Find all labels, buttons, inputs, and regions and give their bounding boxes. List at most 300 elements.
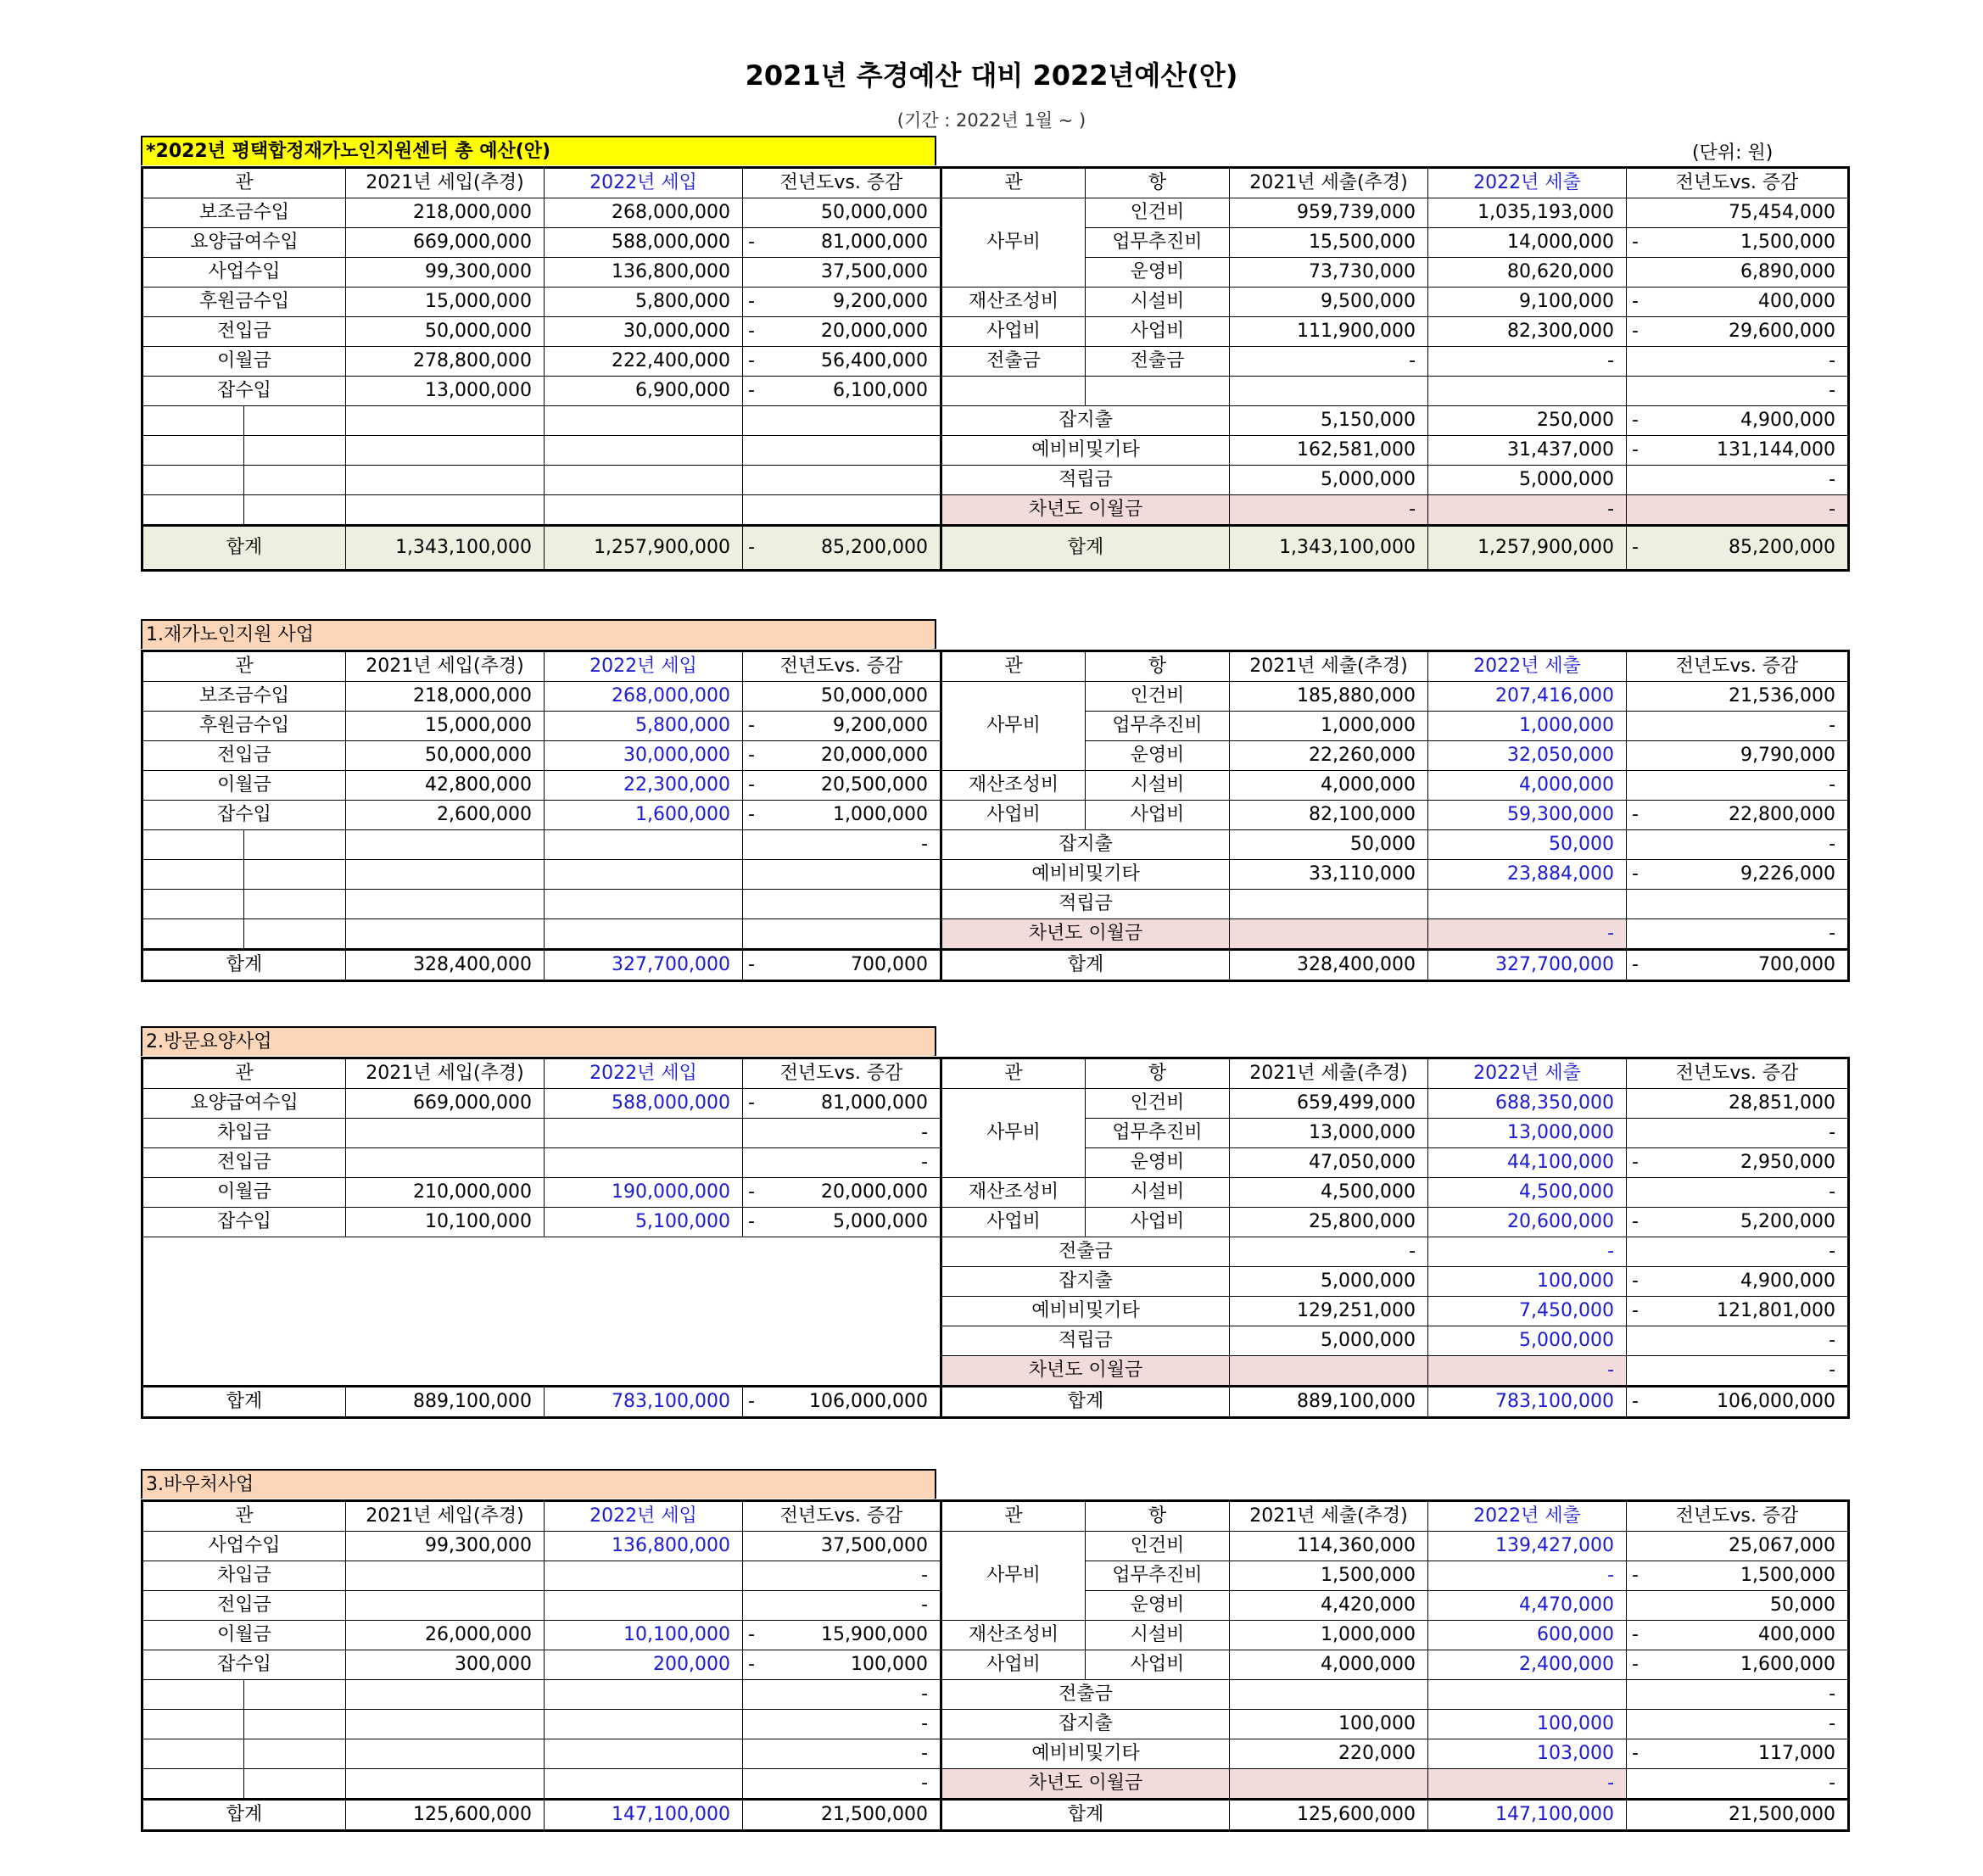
expense-hang: 사업비	[1086, 1650, 1230, 1680]
diff-value: 4,900,000	[1740, 410, 1836, 431]
table-row	[142, 1769, 1849, 1800]
revenue-item-label: 후원금수입	[142, 288, 346, 317]
revenue-2022	[545, 1561, 743, 1591]
total-expense-2022: 327,700,000	[1428, 950, 1627, 981]
negative-sign: -	[1632, 1152, 1639, 1173]
table-row	[142, 1680, 1849, 1710]
expense-2021	[1230, 890, 1428, 919]
diff-value: 400,000	[1758, 291, 1836, 312]
revenue-diff	[743, 198, 941, 228]
expense-item-label: 전출금	[941, 1680, 1230, 1710]
diff-value: 37,500,000	[821, 261, 929, 282]
revenue-diff	[743, 466, 941, 495]
expense-2022: 13,000,000	[1428, 1119, 1627, 1148]
diff-value: 117,000	[1758, 1743, 1836, 1764]
table-row	[142, 801, 1849, 830]
empty-cell	[142, 890, 244, 919]
expense-hang: 사업비	[1086, 1208, 1230, 1237]
expense-item-label: 차년도 이월금	[941, 1769, 1230, 1800]
table-row	[142, 377, 1849, 406]
expense-diff	[1627, 1561, 1849, 1591]
section-title-3: 3.바우처사업	[141, 1469, 936, 1499]
col-header-diff: 전년도vs. 증감	[1627, 1058, 1849, 1089]
expense-2021: 220,000	[1230, 1739, 1428, 1769]
revenue-diff	[743, 741, 941, 771]
expense-2021: -	[1230, 495, 1428, 526]
expense-2022: 23,884,000	[1428, 860, 1627, 890]
diff-value: -	[1829, 715, 1836, 736]
expense-item-label: 잡지출	[941, 830, 1230, 860]
diff-value: -	[921, 1594, 929, 1616]
revenue-2021: 50,000,000	[346, 741, 545, 771]
expense-hang: 전출금	[1086, 347, 1230, 377]
expense-diff	[1627, 1297, 1849, 1326]
expense-2021: 47,050,000	[1230, 1148, 1428, 1178]
expense-hang: 운영비	[1086, 1591, 1230, 1621]
revenue-item-label: 잡수입	[142, 1650, 346, 1680]
diff-value: 28,851,000	[1729, 1092, 1836, 1114]
diff-value: 6,100,000	[833, 380, 929, 401]
revenue-diff	[743, 771, 941, 801]
revenue-2022: 222,400,000	[545, 347, 743, 377]
total-revenue-diff	[743, 1800, 941, 1831]
expense-hang: 인건비	[1086, 198, 1230, 228]
diff-value: 4,900,000	[1740, 1270, 1836, 1292]
expense-2021: 959,739,000	[1230, 198, 1428, 228]
empty-cell	[142, 466, 244, 495]
empty-cell	[346, 436, 545, 466]
revenue-diff	[743, 801, 941, 830]
expense-2021: 50,000	[1230, 830, 1428, 860]
col-header-rev-2022: 2022년 세입	[545, 1501, 743, 1532]
expense-hang: 업무추진비	[1086, 228, 1230, 258]
expense-2022: 600,000	[1428, 1621, 1627, 1650]
expense-gwan: 사무비	[941, 198, 1086, 288]
empty-cell	[545, 466, 743, 495]
expense-hang: 업무추진비	[1086, 1119, 1230, 1148]
empty-cell	[142, 436, 244, 466]
empty-cell	[545, 406, 743, 436]
revenue-item-label: 이월금	[142, 347, 346, 377]
total-revenue-diff	[743, 950, 941, 981]
diff-value: -	[1829, 923, 1836, 944]
expense-2022: 14,000,000	[1428, 228, 1627, 258]
expense-diff	[1627, 860, 1849, 890]
diff-value: 29,600,000	[1729, 321, 1836, 342]
expense-gwan: 사업비	[941, 1208, 1086, 1237]
col-header-rev-2022: 2022년 세입	[545, 168, 743, 198]
revenue-diff	[743, 436, 941, 466]
diff-value: 9,200,000	[833, 715, 929, 736]
diff-value: -	[1829, 1241, 1836, 1262]
total-label: 합계	[142, 1800, 346, 1831]
expense-item-label: 예비비및기타	[941, 860, 1230, 890]
expense-2022: 7,450,000	[1428, 1297, 1627, 1326]
negative-sign: -	[748, 1181, 755, 1203]
expense-2022: 80,620,000	[1428, 258, 1627, 288]
expense-hang: 운영비	[1086, 741, 1230, 771]
expense-hang: 시설비	[1086, 771, 1230, 801]
expense-hang: 사업비	[1086, 801, 1230, 830]
revenue-diff	[743, 1650, 941, 1680]
negative-sign: -	[1632, 439, 1639, 461]
expense-2022: 103,000	[1428, 1739, 1627, 1769]
table-row	[142, 830, 1849, 860]
revenue-2022: 136,800,000	[545, 1532, 743, 1561]
dash: -	[921, 834, 929, 855]
expense-item-label: 차년도 이월금	[941, 495, 1230, 526]
negative-sign: -	[1632, 291, 1639, 312]
diff-value: 121,801,000	[1717, 1300, 1836, 1321]
total-label: 합계	[941, 1800, 1230, 1831]
expense-2022: 4,500,000	[1428, 1178, 1627, 1208]
expense-2021: 129,251,000	[1230, 1297, 1428, 1326]
total-expense-2021: 889,100,000	[1230, 1387, 1428, 1418]
revenue-2022: 588,000,000	[545, 1089, 743, 1119]
diff-value: 50,000,000	[821, 202, 929, 223]
empty-cell	[142, 495, 244, 526]
expense-gwan: 재산조성비	[941, 771, 1086, 801]
empty-cell	[244, 1739, 346, 1769]
expense-2021: 111,900,000	[1230, 317, 1428, 347]
total-expense-2021: 1,343,100,000	[1230, 526, 1428, 571]
diff-value: -	[1829, 350, 1836, 371]
empty-cell	[244, 1680, 346, 1710]
expense-2022: 250,000	[1428, 406, 1627, 436]
diff-value: 75,454,000	[1729, 202, 1836, 223]
total-label: 합계	[142, 1387, 346, 1418]
total-expense-2021: 328,400,000	[1230, 950, 1428, 981]
header-row	[142, 1501, 1849, 1532]
expense-2022: 688,350,000	[1428, 1089, 1627, 1119]
expense-hang: 시설비	[1086, 1178, 1230, 1208]
dash: -	[921, 1743, 929, 1764]
expense-2022: -	[1428, 1769, 1627, 1800]
expense-gwan: 재산조성비	[941, 1178, 1086, 1208]
expense-item-label: 적립금	[941, 466, 1230, 495]
table-row	[142, 1621, 1849, 1650]
empty-cell	[244, 406, 346, 436]
expense-item-label: 예비비및기타	[941, 436, 1230, 466]
expense-hang	[1086, 377, 1230, 406]
table-row	[142, 919, 1849, 950]
diff-value: 20,000,000	[821, 745, 929, 766]
col-header-exp-2021: 2021년 세출(추경)	[1230, 168, 1428, 198]
revenue-diff	[743, 1208, 941, 1237]
revenue-diff	[743, 1591, 941, 1621]
expense-item-label: 잡지출	[941, 406, 1230, 436]
diff-value: 100,000	[851, 1654, 929, 1675]
expense-diff	[1627, 495, 1849, 526]
table-row	[142, 890, 1849, 919]
expense-diff	[1627, 771, 1849, 801]
expense-diff	[1627, 317, 1849, 347]
negative-sign: -	[748, 1654, 755, 1675]
expense-2022	[1428, 1680, 1627, 1710]
revenue-diff	[743, 317, 941, 347]
col-header-gwan: 관	[142, 1501, 346, 1532]
revenue-2021: 99,300,000	[346, 1532, 545, 1561]
empty-cell	[244, 919, 346, 950]
diff-value: 21,500,000	[1729, 1804, 1836, 1825]
expense-diff	[1627, 1267, 1849, 1297]
expense-gwan: 사업비	[941, 1650, 1086, 1680]
diff-value: 50,000,000	[821, 685, 929, 706]
expense-diff	[1627, 406, 1849, 436]
expense-diff	[1627, 466, 1849, 495]
revenue-2022: 268,000,000	[545, 198, 743, 228]
expense-2021	[1230, 1680, 1428, 1710]
table-row	[142, 1237, 1849, 1267]
expense-2022: 207,416,000	[1428, 682, 1627, 712]
empty-cell	[545, 436, 743, 466]
col-header-rev-2021: 2021년 세입(추경)	[346, 1058, 545, 1089]
revenue-diff	[743, 1621, 941, 1650]
diff-value: -	[1829, 1683, 1836, 1705]
revenue-2021: 669,000,000	[346, 228, 545, 258]
total-expense-2022: 1,257,900,000	[1428, 526, 1627, 571]
expense-2022: 1,000,000	[1428, 712, 1627, 741]
revenue-2022: 588,000,000	[545, 228, 743, 258]
negative-sign: -	[1632, 1654, 1639, 1675]
table-row	[142, 860, 1849, 890]
table-row	[142, 1650, 1849, 1680]
empty-cell	[346, 1769, 545, 1800]
negative-sign: -	[748, 380, 755, 401]
expense-item-label: 차년도 이월금	[941, 1356, 1230, 1387]
empty-cell	[346, 406, 545, 436]
revenue-item-label: 차입금	[142, 1119, 346, 1148]
col-header-rev-2022: 2022년 세입	[545, 651, 743, 682]
table-row	[142, 466, 1849, 495]
expense-2021: 162,581,000	[1230, 436, 1428, 466]
expense-item-label: 적립금	[941, 890, 1230, 919]
negative-sign: -	[1632, 232, 1639, 253]
diff-value: 9,200,000	[833, 291, 929, 312]
revenue-2022: 5,800,000	[545, 712, 743, 741]
col-header-hang: 항	[1086, 1501, 1230, 1532]
diff-value: -	[1829, 380, 1836, 401]
empty-cell	[244, 1710, 346, 1739]
expense-hang: 운영비	[1086, 258, 1230, 288]
empty-cell	[244, 830, 346, 860]
revenue-diff	[743, 919, 941, 950]
col-header-diff: 전년도vs. 증감	[743, 1058, 941, 1089]
diff-value: 106,000,000	[809, 1391, 929, 1412]
expense-2022: -	[1428, 495, 1627, 526]
empty-cell	[244, 860, 346, 890]
revenue-2022: 1,600,000	[545, 801, 743, 830]
negative-sign: -	[1632, 1565, 1639, 1586]
header-row	[142, 168, 1849, 198]
expense-diff	[1627, 801, 1849, 830]
empty-cell	[545, 860, 743, 890]
expense-hang: 인건비	[1086, 1089, 1230, 1119]
empty-revenue-area	[142, 1237, 941, 1387]
total-expense-diff	[1627, 1800, 1849, 1831]
revenue-2021: 99,300,000	[346, 258, 545, 288]
expense-diff	[1627, 347, 1849, 377]
negative-sign: -	[1632, 1743, 1639, 1764]
col-header-rev-2022: 2022년 세입	[545, 1058, 743, 1089]
expense-diff	[1627, 1148, 1849, 1178]
expense-2021: 82,100,000	[1230, 801, 1428, 830]
diff-value: 56,400,000	[821, 350, 929, 371]
diff-value: -	[1829, 834, 1836, 855]
col-header-rev-2021: 2021년 세입(추경)	[346, 168, 545, 198]
expense-2021: 114,360,000	[1230, 1532, 1428, 1561]
expense-gwan: 사무비	[941, 1089, 1086, 1178]
empty-cell	[346, 495, 545, 526]
total-label: 합계	[142, 950, 346, 981]
expense-2021: 4,500,000	[1230, 1178, 1428, 1208]
expense-2022: 59,300,000	[1428, 801, 1627, 830]
table-row	[142, 1208, 1849, 1237]
expense-diff	[1627, 1208, 1849, 1237]
revenue-diff	[743, 377, 941, 406]
table-row	[142, 495, 1849, 526]
diff-value: 25,067,000	[1729, 1535, 1836, 1556]
col-header-rev-2021: 2021년 세입(추경)	[346, 651, 545, 682]
diff-value: 9,226,000	[1740, 863, 1836, 885]
empty-cell	[346, 860, 545, 890]
diff-value: -	[1829, 469, 1836, 490]
revenue-diff	[743, 1532, 941, 1561]
revenue-diff	[743, 830, 941, 860]
col-header-gwan: 관	[142, 1058, 346, 1089]
total-row	[142, 950, 1849, 981]
expense-item-label: 예비비및기타	[941, 1297, 1230, 1326]
revenue-diff	[743, 712, 941, 741]
revenue-2022: 6,900,000	[545, 377, 743, 406]
expense-gwan: 사업비	[941, 801, 1086, 830]
revenue-diff	[743, 1769, 941, 1800]
expense-diff	[1627, 1591, 1849, 1621]
expense-2022	[1428, 890, 1627, 919]
revenue-2022	[545, 1119, 743, 1148]
col-header-gwan: 관	[941, 1058, 1086, 1089]
expense-diff	[1627, 682, 1849, 712]
empty-cell	[244, 436, 346, 466]
table-row	[142, 347, 1849, 377]
revenue-2021: 218,000,000	[346, 198, 545, 228]
revenue-2022: 5,800,000	[545, 288, 743, 317]
budget-table-total	[141, 166, 1850, 572]
empty-cell	[545, 1680, 743, 1710]
negative-sign: -	[748, 804, 755, 825]
expense-2021	[1230, 1356, 1428, 1387]
expense-2021: 4,000,000	[1230, 1650, 1428, 1680]
revenue-diff	[743, 288, 941, 317]
revenue-2021: 2,600,000	[346, 801, 545, 830]
expense-2021: 13,000,000	[1230, 1119, 1428, 1148]
revenue-diff	[743, 406, 941, 436]
negative-sign: -	[1632, 804, 1639, 825]
diff-value: 37,500,000	[821, 1535, 929, 1556]
table-row	[142, 288, 1849, 317]
col-header-diff: 전년도vs. 증감	[1627, 1501, 1849, 1532]
diff-value: 5,000,000	[833, 1211, 929, 1232]
diff-value: 21,500,000	[821, 1804, 929, 1825]
expense-2022: 100,000	[1428, 1267, 1627, 1297]
revenue-diff	[743, 228, 941, 258]
revenue-2021: 278,800,000	[346, 347, 545, 377]
revenue-2022: 30,000,000	[545, 741, 743, 771]
revenue-item-label: 후원금수입	[142, 712, 346, 741]
expense-2021: 659,499,000	[1230, 1089, 1428, 1119]
negative-sign: -	[1632, 954, 1639, 975]
total-expense-diff	[1627, 950, 1849, 981]
expense-2022: 32,050,000	[1428, 741, 1627, 771]
revenue-2021: 10,100,000	[346, 1208, 545, 1237]
revenue-diff	[743, 1089, 941, 1119]
diff-value: 1,500,000	[1740, 232, 1836, 253]
diff-value: -	[1829, 1181, 1836, 1203]
expense-2021	[1230, 1769, 1428, 1800]
total-expense-2022: 783,100,000	[1428, 1387, 1627, 1418]
empty-cell	[346, 890, 545, 919]
col-header-diff: 전년도vs. 증감	[743, 168, 941, 198]
revenue-2021: 42,800,000	[346, 771, 545, 801]
col-header-exp-2021: 2021년 세출(추경)	[1230, 1501, 1428, 1532]
negative-sign: -	[748, 774, 755, 796]
section-title-total: *2022년 평택합정재가노인지원센터 총 예산(안)	[141, 136, 936, 165]
expense-2022: -	[1428, 1237, 1627, 1267]
diff-value: 6,890,000	[1740, 261, 1836, 282]
total-revenue-2021: 125,600,000	[346, 1800, 545, 1831]
expense-gwan: 재산조성비	[941, 288, 1086, 317]
expense-2022: -	[1428, 919, 1627, 950]
total-label: 합계	[941, 1387, 1230, 1418]
negative-sign: -	[1632, 1624, 1639, 1645]
unit-label: (단위: 원)	[1692, 142, 1774, 164]
expense-2022: 5,000,000	[1428, 466, 1627, 495]
diff-value: 5,200,000	[1740, 1211, 1836, 1232]
expense-gwan: 사무비	[941, 1532, 1086, 1621]
col-header-diff: 전년도vs. 증감	[1627, 168, 1849, 198]
dash: -	[921, 1713, 929, 1734]
total-expense-diff	[1627, 1387, 1849, 1418]
revenue-item-label: 전입금	[142, 741, 346, 771]
col-header-gwan: 관	[142, 168, 346, 198]
dash: -	[921, 1773, 929, 1794]
empty-cell	[244, 890, 346, 919]
revenue-item-label: 전입금	[142, 1591, 346, 1621]
expense-hang: 업무추진비	[1086, 1561, 1230, 1591]
expense-item-label: 잡지출	[941, 1710, 1230, 1739]
expense-diff	[1627, 741, 1849, 771]
expense-2022: 9,100,000	[1428, 288, 1627, 317]
empty-cell	[244, 495, 346, 526]
expense-gwan: 전출금	[941, 347, 1086, 377]
revenue-2022: 30,000,000	[545, 317, 743, 347]
table-row	[142, 198, 1849, 228]
col-header-diff: 전년도vs. 증감	[743, 1501, 941, 1532]
diff-value: 2,950,000	[1740, 1152, 1836, 1173]
col-header-hang: 항	[1086, 1058, 1230, 1089]
revenue-item-label: 차입금	[142, 1561, 346, 1591]
revenue-item-label: 이월금	[142, 1178, 346, 1208]
negative-sign: -	[748, 715, 755, 736]
table-row	[142, 406, 1849, 436]
expense-2021: 33,110,000	[1230, 860, 1428, 890]
negative-sign: -	[748, 1092, 755, 1114]
expense-diff	[1627, 288, 1849, 317]
expense-diff	[1627, 436, 1849, 466]
revenue-2022: 5,100,000	[545, 1208, 743, 1237]
expense-diff	[1627, 1326, 1849, 1356]
empty-cell	[545, 1710, 743, 1739]
